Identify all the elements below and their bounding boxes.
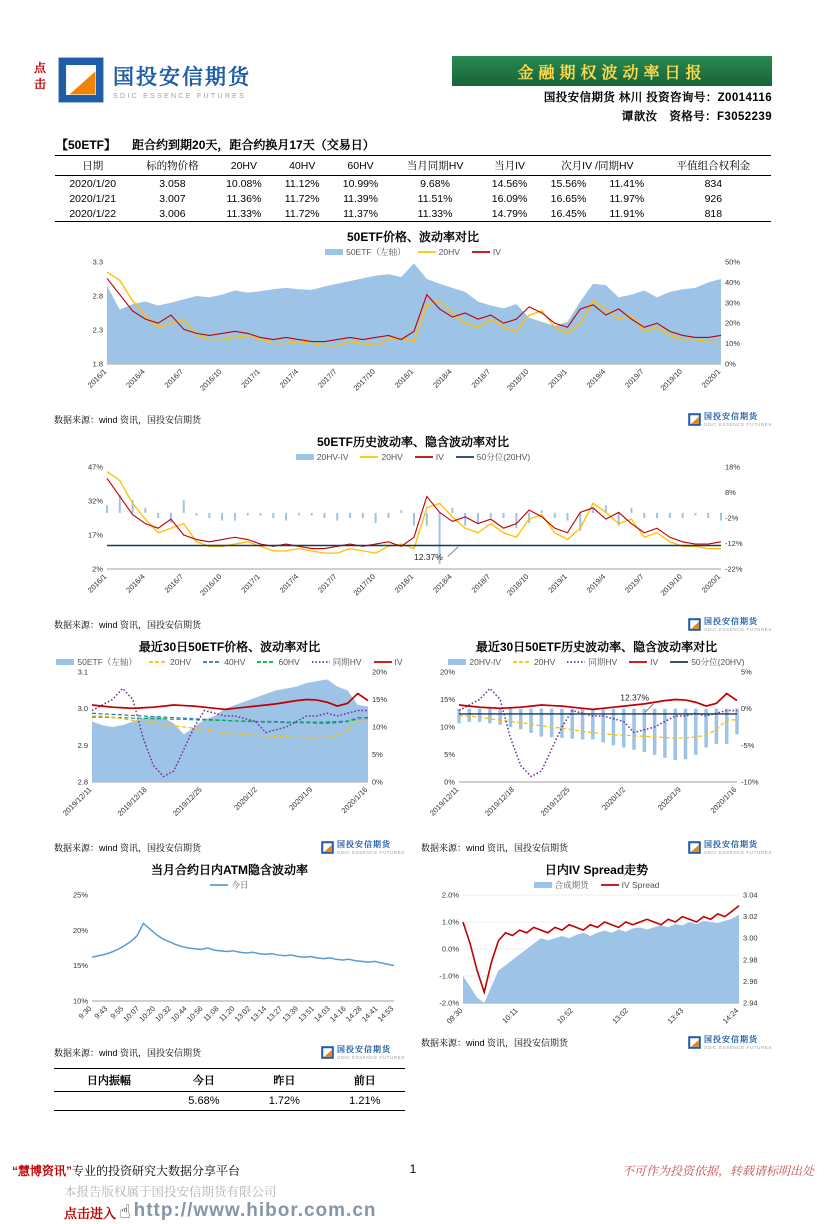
svg-text:2016/1: 2016/1	[85, 367, 109, 390]
svg-text:-2.0%: -2.0%	[439, 998, 459, 1008]
svg-text:14:03: 14:03	[312, 1004, 332, 1024]
svg-text:-22%: -22%	[725, 564, 743, 574]
amplitude-table: 日内振幅 今日 昨日 前日 5.68% 1.72% 1.21%	[54, 1068, 405, 1111]
svg-text:-12%: -12%	[725, 539, 743, 548]
svg-text:2018/10: 2018/10	[504, 367, 531, 393]
svg-text:-5%: -5%	[740, 740, 754, 750]
copyright-watermark: 本报告版权属于国投安信期货有限公司	[64, 1185, 277, 1199]
svg-text:30%: 30%	[725, 298, 741, 308]
data-source-note: 数据来源：wind 资讯，国投安信期货	[54, 414, 202, 425]
svg-text:13:14: 13:14	[248, 1004, 269, 1024]
svg-text:15%: 15%	[371, 695, 387, 704]
svg-text:2020/1: 2020/1	[699, 367, 723, 390]
svg-text:10:07: 10:07	[121, 1004, 142, 1024]
svg-text:2019/1: 2019/1	[546, 367, 569, 390]
chart-canvas	[54, 891, 406, 1043]
svg-text:5%: 5%	[443, 750, 455, 759]
svg-text:-1.0%: -1.0%	[439, 971, 459, 981]
svg-text:2018/7: 2018/7	[469, 572, 493, 595]
brand-mini-logo: 国投安信期货 SDIC ESSENCE FUTURES	[688, 616, 772, 632]
svg-text:2019/1: 2019/1	[546, 572, 569, 595]
svg-text:10%: 10%	[725, 339, 741, 349]
svg-text:2.9: 2.9	[77, 740, 88, 750]
svg-text:14:41: 14:41	[359, 1004, 380, 1024]
svg-text:25%: 25%	[72, 890, 88, 900]
svg-text:2020/1/9: 2020/1/9	[655, 785, 683, 813]
svg-text:2017/10: 2017/10	[351, 367, 378, 393]
svg-text:2019/12/18: 2019/12/18	[482, 785, 516, 818]
svg-text:2019/10: 2019/10	[658, 572, 685, 598]
svg-text:13:02: 13:02	[232, 1004, 253, 1024]
chart-title: 日内IV Spread走势	[544, 863, 649, 877]
svg-text:3.02: 3.02	[743, 912, 758, 922]
chart-legend: 20HV-IV 20HV IV 50分位(20HV)	[54, 451, 772, 463]
svg-text:-2%: -2%	[725, 513, 739, 523]
brand-logo-icon	[58, 56, 104, 104]
svg-text:10:20: 10:20	[137, 1004, 157, 1024]
svg-text:20%: 20%	[371, 667, 387, 677]
svg-text:20%: 20%	[72, 925, 88, 935]
svg-text:5%: 5%	[740, 667, 752, 677]
chart-title: 最近30日50ETF价格、波动率对比	[138, 640, 321, 654]
svg-text:14:28: 14:28	[343, 1004, 364, 1024]
chart-canvas	[423, 668, 771, 838]
svg-text:1.0%: 1.0%	[441, 917, 459, 927]
amplitude-values-row: 5.68% 1.72% 1.21%	[188, 1095, 381, 1107]
svg-text:2017/7: 2017/7	[316, 572, 339, 595]
svg-text:32%: 32%	[87, 496, 103, 506]
svg-text:9:55: 9:55	[108, 1004, 126, 1021]
svg-text:2018/4: 2018/4	[431, 367, 454, 390]
svg-text:3.04: 3.04	[743, 890, 758, 900]
svg-text:2%: 2%	[92, 564, 103, 574]
svg-text:9:43: 9:43	[92, 1004, 110, 1021]
svg-text:40%: 40%	[725, 277, 741, 287]
page-number: 1	[409, 1162, 417, 1176]
table-row: 2020/1/22 3.006 11.33% 11.72% 11.37% 11.33% 14.79% 16.45% 11.91% 818	[69, 207, 723, 220]
svg-text:2.96: 2.96	[743, 976, 758, 986]
footer-brand-line: “慧博资讯”专业的投资研究大数据分享平台	[12, 1164, 241, 1178]
svg-text:2016/1: 2016/1	[85, 572, 109, 595]
chart-price-vol	[54, 228, 772, 427]
svg-text:10:11: 10:11	[500, 1006, 520, 1026]
section-desc: 距合约到期20天，距合约换月17天（交易日）	[132, 138, 375, 152]
svg-text:3.1: 3.1	[77, 667, 88, 677]
svg-text:13:27: 13:27	[264, 1004, 285, 1024]
svg-text:20%: 20%	[439, 667, 455, 677]
svg-text:2019/12/25: 2019/12/25	[538, 785, 572, 818]
data-source-note: 数据来源：wind 资讯，国投安信期货	[54, 1047, 202, 1058]
svg-text:2020/1/2: 2020/1/2	[231, 785, 259, 813]
svg-text:2020/1/16: 2020/1/16	[338, 785, 369, 816]
data-source-note: 数据来源：wind 资讯，国投安信期货	[421, 1037, 569, 1048]
50etf-data-table	[55, 155, 771, 222]
svg-text:-10%: -10%	[740, 777, 759, 787]
svg-text:2018/7: 2018/7	[469, 367, 493, 390]
chart-intraday-atm-iv	[54, 861, 405, 1111]
chart-hv-iv	[54, 433, 772, 632]
svg-text:09:30: 09:30	[444, 1006, 465, 1026]
svg-text:11:08: 11:08	[201, 1004, 221, 1024]
brand-logo-icon	[688, 841, 701, 854]
report-title: 金融期权波动率日报	[517, 64, 707, 82]
brand-mini-logo: 国投安信期货 SDIC ESSENCE FUTURES	[688, 839, 772, 855]
svg-text:12.37%: 12.37%	[414, 551, 443, 562]
hibor-brand: “慧博资讯”	[12, 1164, 73, 1178]
svg-text:2.8: 2.8	[92, 291, 103, 301]
report-header	[58, 56, 772, 124]
analyst-line-1: 国投安信期货 林川 投资咨询号：Z0014116	[543, 92, 772, 104]
table-header-row: 日期 标的物价格 20HV 40HV 60HV 当月同期HV 当月IV 次月IV /同期HV 平值组合权利金	[55, 156, 771, 176]
svg-text:10%: 10%	[439, 722, 455, 732]
svg-text:2019/4: 2019/4	[584, 367, 608, 390]
svg-text:15%: 15%	[72, 961, 88, 971]
svg-text:2018/10: 2018/10	[504, 572, 531, 598]
section-tag: 【50ETF】	[56, 138, 117, 152]
svg-text:2017/4: 2017/4	[277, 572, 301, 595]
svg-text:2.8: 2.8	[77, 777, 88, 787]
svg-text:0%: 0%	[443, 777, 455, 787]
svg-text:0%: 0%	[371, 777, 383, 787]
report-title-banner	[452, 56, 772, 86]
brand-mini-logo: 国投安信期货 SDIC ESSENCE FUTURES	[321, 839, 405, 855]
svg-text:2018/4: 2018/4	[431, 572, 454, 595]
brand-subtitle: SDIC ESSENCE FUTURES	[113, 92, 247, 100]
svg-text:2017/10: 2017/10	[351, 572, 378, 598]
svg-text:47%: 47%	[87, 462, 103, 472]
svg-text:5%: 5%	[371, 750, 383, 759]
data-source-note: 数据来源：wind 资讯，国投安信期货	[54, 619, 202, 630]
svg-text:2016/7: 2016/7	[162, 367, 186, 390]
svg-text:50%: 50%	[725, 257, 741, 267]
svg-text:0%: 0%	[725, 359, 736, 369]
svg-text:0.0%: 0.0%	[441, 944, 459, 954]
svg-text:2019/12/11: 2019/12/11	[427, 785, 460, 818]
svg-text:2020/1: 2020/1	[699, 572, 723, 595]
brand-logo-icon	[321, 841, 334, 854]
brand-mini-logo: 国投安信期货 SDIC ESSENCE FUTURES	[688, 1034, 772, 1050]
svg-text:10:56: 10:56	[185, 1004, 205, 1024]
svg-text:12.37%: 12.37%	[619, 692, 649, 703]
svg-text:8%: 8%	[725, 488, 736, 497]
svg-text:10%: 10%	[72, 996, 88, 1006]
svg-text:2016/4: 2016/4	[124, 367, 147, 390]
svg-text:2.3: 2.3	[92, 325, 103, 335]
chart-legend: 50ETF（左轴） 20HV 40HV 60HV 同期HV IV	[54, 656, 405, 668]
svg-text:2019/4: 2019/4	[584, 572, 608, 595]
chart-legend: 20HV-IV 20HV 同期HV IV 50分位(20HV)	[421, 656, 772, 668]
svg-text:3.3: 3.3	[92, 257, 103, 267]
svg-text:13:39: 13:39	[280, 1004, 301, 1024]
data-source-note: 数据来源：wind 资讯，国投安信期货	[54, 842, 202, 853]
brand-logo	[58, 56, 251, 104]
svg-text:2017/7: 2017/7	[316, 367, 339, 390]
svg-text:13:02: 13:02	[610, 1006, 631, 1026]
svg-text:2017/1: 2017/1	[239, 572, 262, 595]
chart-legend: 50ETF（左轴） 20HV IV	[54, 246, 772, 258]
hand-pointer-icon: ☝	[119, 1202, 131, 1223]
chart-canvas	[421, 891, 773, 1033]
svg-text:14:16: 14:16	[328, 1004, 348, 1024]
svg-text:14:24: 14:24	[720, 1006, 741, 1026]
svg-text:2018/1: 2018/1	[392, 367, 416, 390]
svg-text:20%: 20%	[725, 318, 741, 328]
brand-logo-icon	[321, 1046, 334, 1059]
svg-text:2016/4: 2016/4	[124, 572, 147, 595]
svg-text:2.0%: 2.0%	[441, 890, 459, 900]
svg-text:2019/10: 2019/10	[658, 367, 685, 393]
svg-text:3.0: 3.0	[77, 704, 88, 714]
svg-text:15%: 15%	[439, 695, 455, 704]
charts-area	[54, 228, 772, 1111]
page-footer	[0, 1162, 826, 1222]
brand-logo-icon	[688, 618, 701, 631]
watermark-corner: 点击	[34, 61, 47, 92]
svg-text:2019/7: 2019/7	[623, 572, 646, 595]
chart-legend: 今日	[231, 880, 249, 890]
svg-text:2016/10: 2016/10	[197, 367, 224, 393]
hibor-url-link[interactable]: http://www.hibor.com.cn	[133, 1200, 377, 1221]
chart-legend: 合成期货 IV Spread	[421, 879, 772, 891]
svg-text:10:52: 10:52	[555, 1006, 575, 1026]
header-right	[452, 56, 772, 124]
svg-text:2017/4: 2017/4	[277, 367, 301, 390]
chart-title: 当月合约日内ATM隐含波动率	[150, 863, 309, 877]
svg-text:10:44: 10:44	[169, 1004, 189, 1024]
svg-text:2019/12/11: 2019/12/11	[60, 785, 93, 818]
brand-name: 国投安信期货	[113, 65, 251, 89]
svg-text:2019/12/25: 2019/12/25	[170, 785, 204, 818]
svg-text:13:51: 13:51	[296, 1004, 316, 1024]
svg-text:10%: 10%	[371, 722, 387, 732]
table-row: 2020/1/21 3.007 11.36% 11.72% 11.39% 11.51% 16.09% 16.65% 11.97% 926	[69, 192, 723, 205]
svg-text:2019/12/18: 2019/12/18	[115, 785, 149, 818]
svg-text:2020/1/2: 2020/1/2	[599, 785, 627, 813]
chart-canvas	[63, 463, 763, 615]
svg-text:3.00: 3.00	[743, 933, 758, 943]
svg-text:11:20: 11:20	[217, 1004, 237, 1024]
brand-mini-logo: 国投安信期货 SDIC ESSENCE FUTURES	[688, 411, 772, 427]
svg-text:2017/1: 2017/1	[239, 367, 262, 390]
svg-text:2.98: 2.98	[743, 955, 758, 965]
svg-text:2020/1/16: 2020/1/16	[707, 785, 738, 816]
svg-text:0%: 0%	[740, 704, 752, 714]
svg-text:2016/10: 2016/10	[197, 572, 224, 598]
svg-text:18%: 18%	[725, 462, 741, 472]
svg-text:2020/1/9: 2020/1/9	[286, 785, 314, 813]
svg-text:13:43: 13:43	[665, 1006, 686, 1026]
svg-text:10:32: 10:32	[153, 1004, 173, 1024]
chart-canvas	[63, 258, 763, 410]
chart-30d-price-vol	[54, 638, 405, 855]
disclaimer-text: 不可作为投资依据，转载请标明出处	[621, 1164, 814, 1178]
analyst-line-2: 谭歆汝 资格号：F3052239	[621, 111, 772, 123]
svg-text:1.8: 1.8	[92, 359, 103, 369]
data-source-note: 数据来源：wind 资讯，国投安信期货	[421, 842, 569, 853]
svg-text:14:53: 14:53	[375, 1004, 396, 1024]
chart-intraday-iv-spread	[421, 861, 772, 1111]
chart-title: 最近30日50ETF历史波动率、隐含波动率对比	[475, 640, 718, 654]
chart-title: 50ETF价格、波动率对比	[346, 230, 479, 244]
brand-logo-icon	[688, 413, 701, 426]
click-enter-link[interactable]: 点击进入	[64, 1206, 117, 1221]
svg-text:9:30: 9:30	[76, 1004, 94, 1021]
chart-canvas	[56, 668, 404, 838]
svg-text:2019/7: 2019/7	[623, 367, 646, 390]
brand-logo-icon	[688, 1036, 701, 1049]
brand-mini-logo: 国投安信期货 SDIC ESSENCE FUTURES	[321, 1044, 405, 1060]
section-heading	[56, 136, 770, 153]
svg-text:2018/1: 2018/1	[392, 572, 416, 595]
chart-title: 50ETF历史波动率、隐含波动率对比	[316, 435, 509, 449]
chart-30d-hv-iv	[421, 638, 772, 855]
table-row: 2020/1/20 3.058 10.08% 11.12% 10.99% 9.68% 14.56% 15.56% 11.41% 834	[69, 177, 723, 190]
svg-text:2016/7: 2016/7	[162, 572, 186, 595]
svg-text:2.94: 2.94	[743, 998, 758, 1008]
svg-text:17%: 17%	[87, 530, 103, 540]
